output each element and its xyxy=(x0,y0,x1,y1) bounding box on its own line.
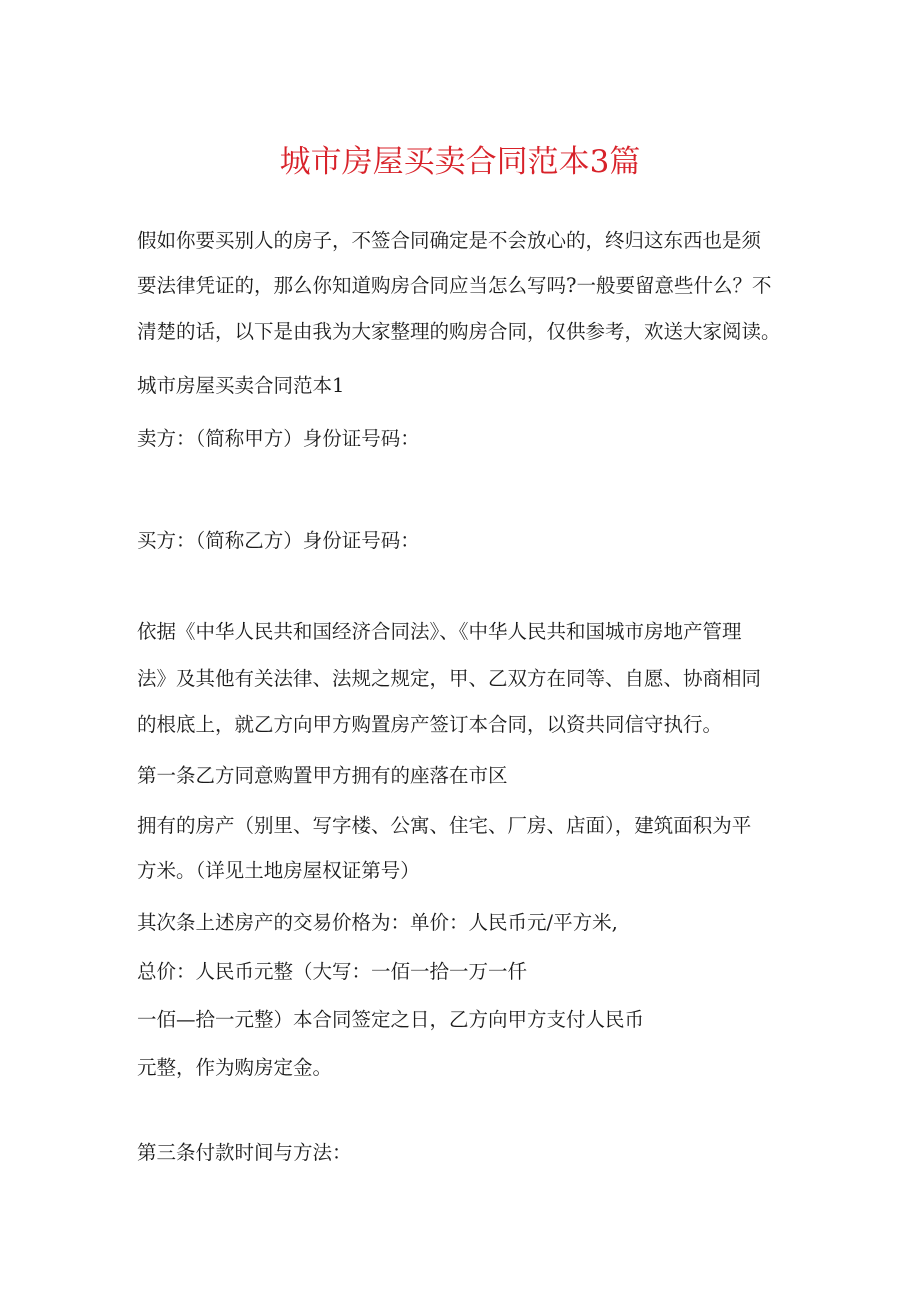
intro-line-1: 假如你要买别人的房子，不签合同确定是不会放心的，终归这东西也是须 xyxy=(137,229,762,252)
basis-line-2: 法》及其他有关法律、法规之规定，甲、乙双方在同等、自愿、协商相同 xyxy=(137,667,762,690)
article-1-line-2: 拥有的房产（别里、写字楼、公寓、住宅、厂房、店面），建筑面积为平 xyxy=(137,814,752,837)
basis-line-3: 的根底上，就乙方向甲方购置房产签订本合同，以资共同信守执行。 xyxy=(137,713,723,736)
seller-line: 卖方：（简称甲方）身份证号码： xyxy=(137,427,420,450)
intro-line-2: 要法律凭证的，那么你知道购房合同应当怎么写吗?一般要留意些什么？不 xyxy=(137,274,772,297)
document-title: 城市房屋买卖合同范本3篇 xyxy=(279,144,641,180)
intro-line-3: 清楚的话，以下是由我为大家整理的购房合同，仅供参考，欢送大家阅读。 xyxy=(137,320,781,343)
article-2-line-2: 总价：人民币元整（大写：一佰一拾一万一仟 xyxy=(137,960,528,983)
article-1-line-3: 方米。（详见土地房屋权证第号） xyxy=(137,859,420,882)
article-3-heading: 第三条付款时间与方法： xyxy=(137,1141,352,1164)
article-2-line-4: 元整，作为购房定金。 xyxy=(137,1056,333,1079)
article-2-line-3: 一佰—拾一元整）本合同签定之日，乙方向甲方支付人民币 xyxy=(137,1008,645,1031)
article-1-line-1: 第一条乙方同意购置甲方拥有的座落在市区 xyxy=(137,764,508,787)
article-2-line-1: 其次条上述房产的交易价格为：单价：人民币元/平方米, xyxy=(137,911,618,934)
section-heading-1: 城市房屋买卖合同范本1 xyxy=(137,374,345,397)
buyer-line: 买方：（简称乙方）身份证号码： xyxy=(137,529,420,552)
basis-line-1: 依据《中华人民共和国经济合同法》、《中华人民共和国城市房地产管理 xyxy=(137,620,742,643)
